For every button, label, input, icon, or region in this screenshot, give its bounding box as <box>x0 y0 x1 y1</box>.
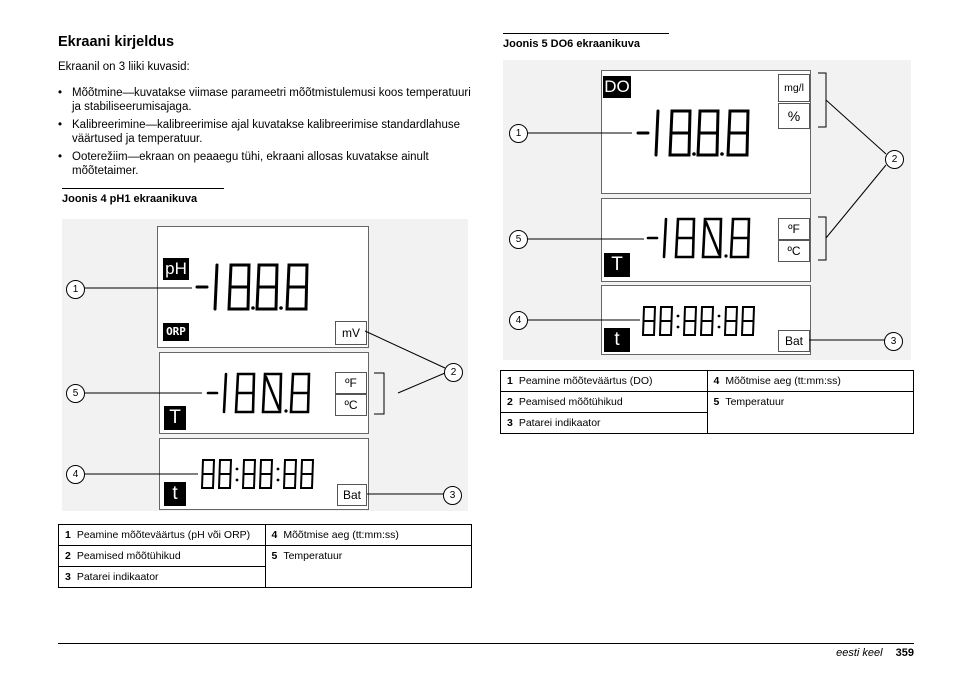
legend-cell: 3 Patarei indikaator <box>501 413 708 434</box>
temperature-badge: T <box>164 406 186 430</box>
legend-cell: 1 Peamine mõõteväärtus (pH või ORP) <box>59 525 266 546</box>
legend-cell: 5 Temperatuur <box>265 546 472 588</box>
fig5-callout-5: 5 <box>509 230 528 249</box>
do-badge: DO <box>604 77 630 96</box>
temperature-badge: T <box>604 253 630 277</box>
ph-badge: pH <box>163 258 189 280</box>
legend-cell: 1 Peamine mõõteväärtus (DO) <box>501 371 708 392</box>
time-badge: t <box>164 482 186 506</box>
footer-language: eesti keel <box>836 647 883 659</box>
legend-cell: 5 Temperatuur <box>707 392 914 434</box>
time-badge: t <box>604 328 630 352</box>
fig4-callout-1: 1 <box>66 280 85 299</box>
list-item: • Ooterežiim—ekraan on peaaegu tühi, ekraani allosas kuvatakse ainult mõõtetaimer. <box>58 151 429 177</box>
fig4-callout-4: 4 <box>66 465 85 484</box>
legend-cell: 4 Mõõtmise aeg (tt:mm:ss) <box>265 525 472 546</box>
page-number: 359 <box>895 647 914 659</box>
orp-badge: ORP <box>163 323 189 341</box>
page-footer <box>836 647 914 659</box>
legend-cell: 2 Peamised mõõtühikud <box>501 392 708 413</box>
intro-text: Ekraanil on 3 liiki kuvasid: <box>58 61 190 73</box>
celsius-unit: ºC <box>778 240 810 262</box>
table-row <box>501 371 914 392</box>
legend-cell: 4 Mõõtmise aeg (tt:mm:ss) <box>707 371 914 392</box>
list-item: • Kalibreerimine—kalibreerimise ajal kuvatakse kalibreerimise standardlahuse väärtused ja temperatuur. <box>58 119 460 145</box>
percent-unit: % <box>778 103 810 129</box>
figure4-title: Joonis 4 pH1 ekraanikuva <box>62 188 224 205</box>
fahrenheit-unit: ºF <box>778 218 810 240</box>
celsius-unit: ºC <box>335 394 367 416</box>
footer-rule <box>58 643 914 644</box>
figure5-title: Joonis 5 DO6 ekraanikuva <box>503 33 669 50</box>
fig5-callout-1: 1 <box>509 124 528 143</box>
legend-cell: 3 Patarei indikaator <box>59 567 266 588</box>
fig4-callout-2: 2 <box>444 363 463 382</box>
legend-cell: 2 Peamised mõõtühikud <box>59 546 266 567</box>
table-row <box>501 392 914 413</box>
mv-unit: mV <box>335 321 367 345</box>
battery-indicator: Bat <box>337 484 367 506</box>
list-item: • Mõõtmine—kuvatakse viimase parameetri mõõtmistulemusi koos temperatuuri ja stabiliseerumisajaga. <box>58 87 471 113</box>
battery-indicator: Bat <box>778 330 810 352</box>
mgl-unit: mg/l <box>778 74 810 102</box>
fahrenheit-unit: ºF <box>335 372 367 394</box>
section-title: Ekraani kirjeldus <box>58 34 175 50</box>
fig5-callout-2: 2 <box>885 150 904 169</box>
fig4-callout-5: 5 <box>66 384 85 403</box>
fig5-callout-3: 3 <box>884 332 903 351</box>
fig5-callout-4: 4 <box>509 311 528 330</box>
fig5-legend-table <box>500 370 914 434</box>
fig4-callout-3: 3 <box>443 486 462 505</box>
